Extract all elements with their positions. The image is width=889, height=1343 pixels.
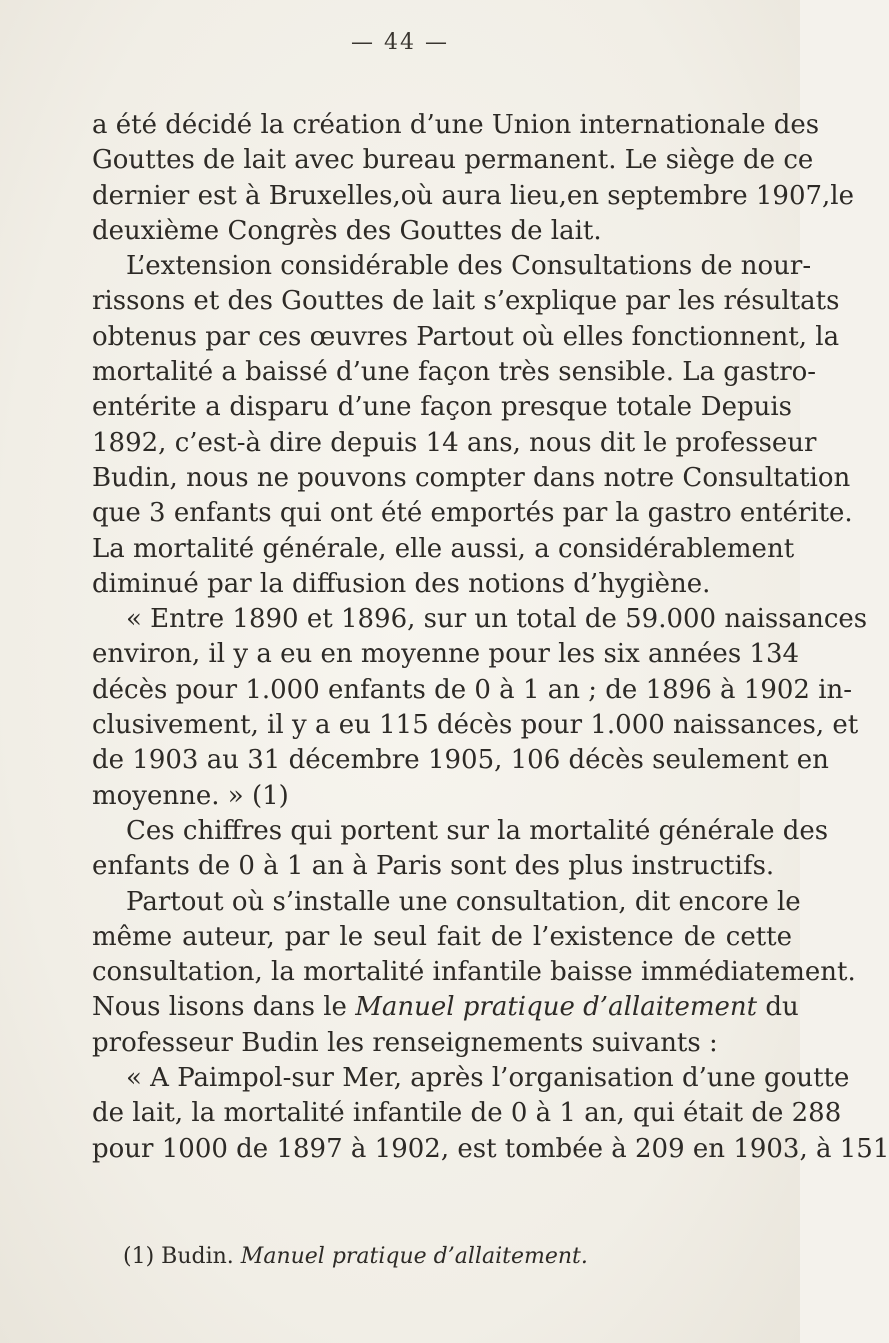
text-line: professeur Budin les renseignements suivants : xyxy=(92,1027,718,1058)
text-line: clusivement, il y a eu 115 décès pour 1.000 naissances, et xyxy=(92,710,859,741)
text-line: décès pour 1.000 enfants de 0 à 1 an ; de 1896 à 1902 in- xyxy=(92,674,853,705)
text-line: Ces chiffres qui portent sur la mortalité générale des xyxy=(126,815,829,846)
text-line: dernier est à Bruxelles,où aura lieu,en septembre 1907,le xyxy=(92,180,855,211)
text-line: a été décidé la création d’une Union internationale des xyxy=(92,110,820,140)
footnote-author: Budin. xyxy=(161,1244,234,1269)
text-line: de lait, la mortalité infantile de 0 à 1 an, qui était de 288 xyxy=(92,1098,842,1129)
text-line: Budin, nous ne pouvons compter dans notre Consultation xyxy=(92,462,851,493)
text-line: deuxième Congrès des Gouttes de lait. xyxy=(92,215,602,246)
text-line: que 3 enfants qui ont été emportés par la gastro entérite. xyxy=(92,498,853,529)
text-line: diminué par la diffusion des notions d’hygiène. xyxy=(92,568,711,599)
footnote xyxy=(123,1244,588,1269)
text-line: rissons et des Gouttes de lait s’explique par les résultats xyxy=(92,286,840,317)
text-line: « Entre 1890 et 1896, sur un total de 59.000 naissances xyxy=(126,604,868,635)
text-line: « A Paimpol-sur Mer, après l’organisation d’une goutte xyxy=(126,1063,850,1094)
page-number: — 44 — xyxy=(351,30,449,55)
text-line: Gouttes de lait avec bureau permanent. Le siège de ce xyxy=(92,145,814,176)
text-line: L’extension considérable des Consultations de nour- xyxy=(126,251,812,282)
text-line: moyenne. » (1) xyxy=(92,780,289,811)
text-line: 1892, c’est-à dire depuis 14 ans, nous dit le professeur xyxy=(92,427,817,458)
text-line: Nous lisons dans le Manuel pratique d’allaitement du xyxy=(92,992,799,1023)
text-line: environ, il y a eu en moyenne pour les six années 134 xyxy=(92,639,800,670)
text-line: de 1903 au 31 décembre 1905, 106 décès seulement en xyxy=(92,745,829,776)
text-line: consultation, la mortalité infantile baisse immédiatement. xyxy=(92,957,856,988)
text-line: même auteur, par le seul fait de l’existence de cette xyxy=(92,921,792,952)
text-line: entérite a disparu d’une façon presque totale Depuis xyxy=(92,392,792,423)
footnote-marker: (1) xyxy=(123,1244,155,1269)
text-line: enfants de 0 à 1 an à Paris sont des plus instructifs. xyxy=(92,851,775,882)
text-line: mortalité a baissé d’une façon très sensible. La gastro- xyxy=(92,357,817,388)
text-line: obtenus par ces œuvres Partout où elles fonctionnent, la xyxy=(92,321,840,352)
body-text xyxy=(92,108,889,1167)
footnote-title: Manuel pratique d’allaitement. xyxy=(240,1244,588,1269)
text-line: Partout où s’installe une consultation, dit encore le xyxy=(126,886,801,917)
text-line: pour 1000 de 1897 à 1902, est tombée à 209 en 1903, à 151 xyxy=(92,1133,889,1164)
text-line: La mortalité générale, elle aussi, a considérablement xyxy=(92,533,795,564)
